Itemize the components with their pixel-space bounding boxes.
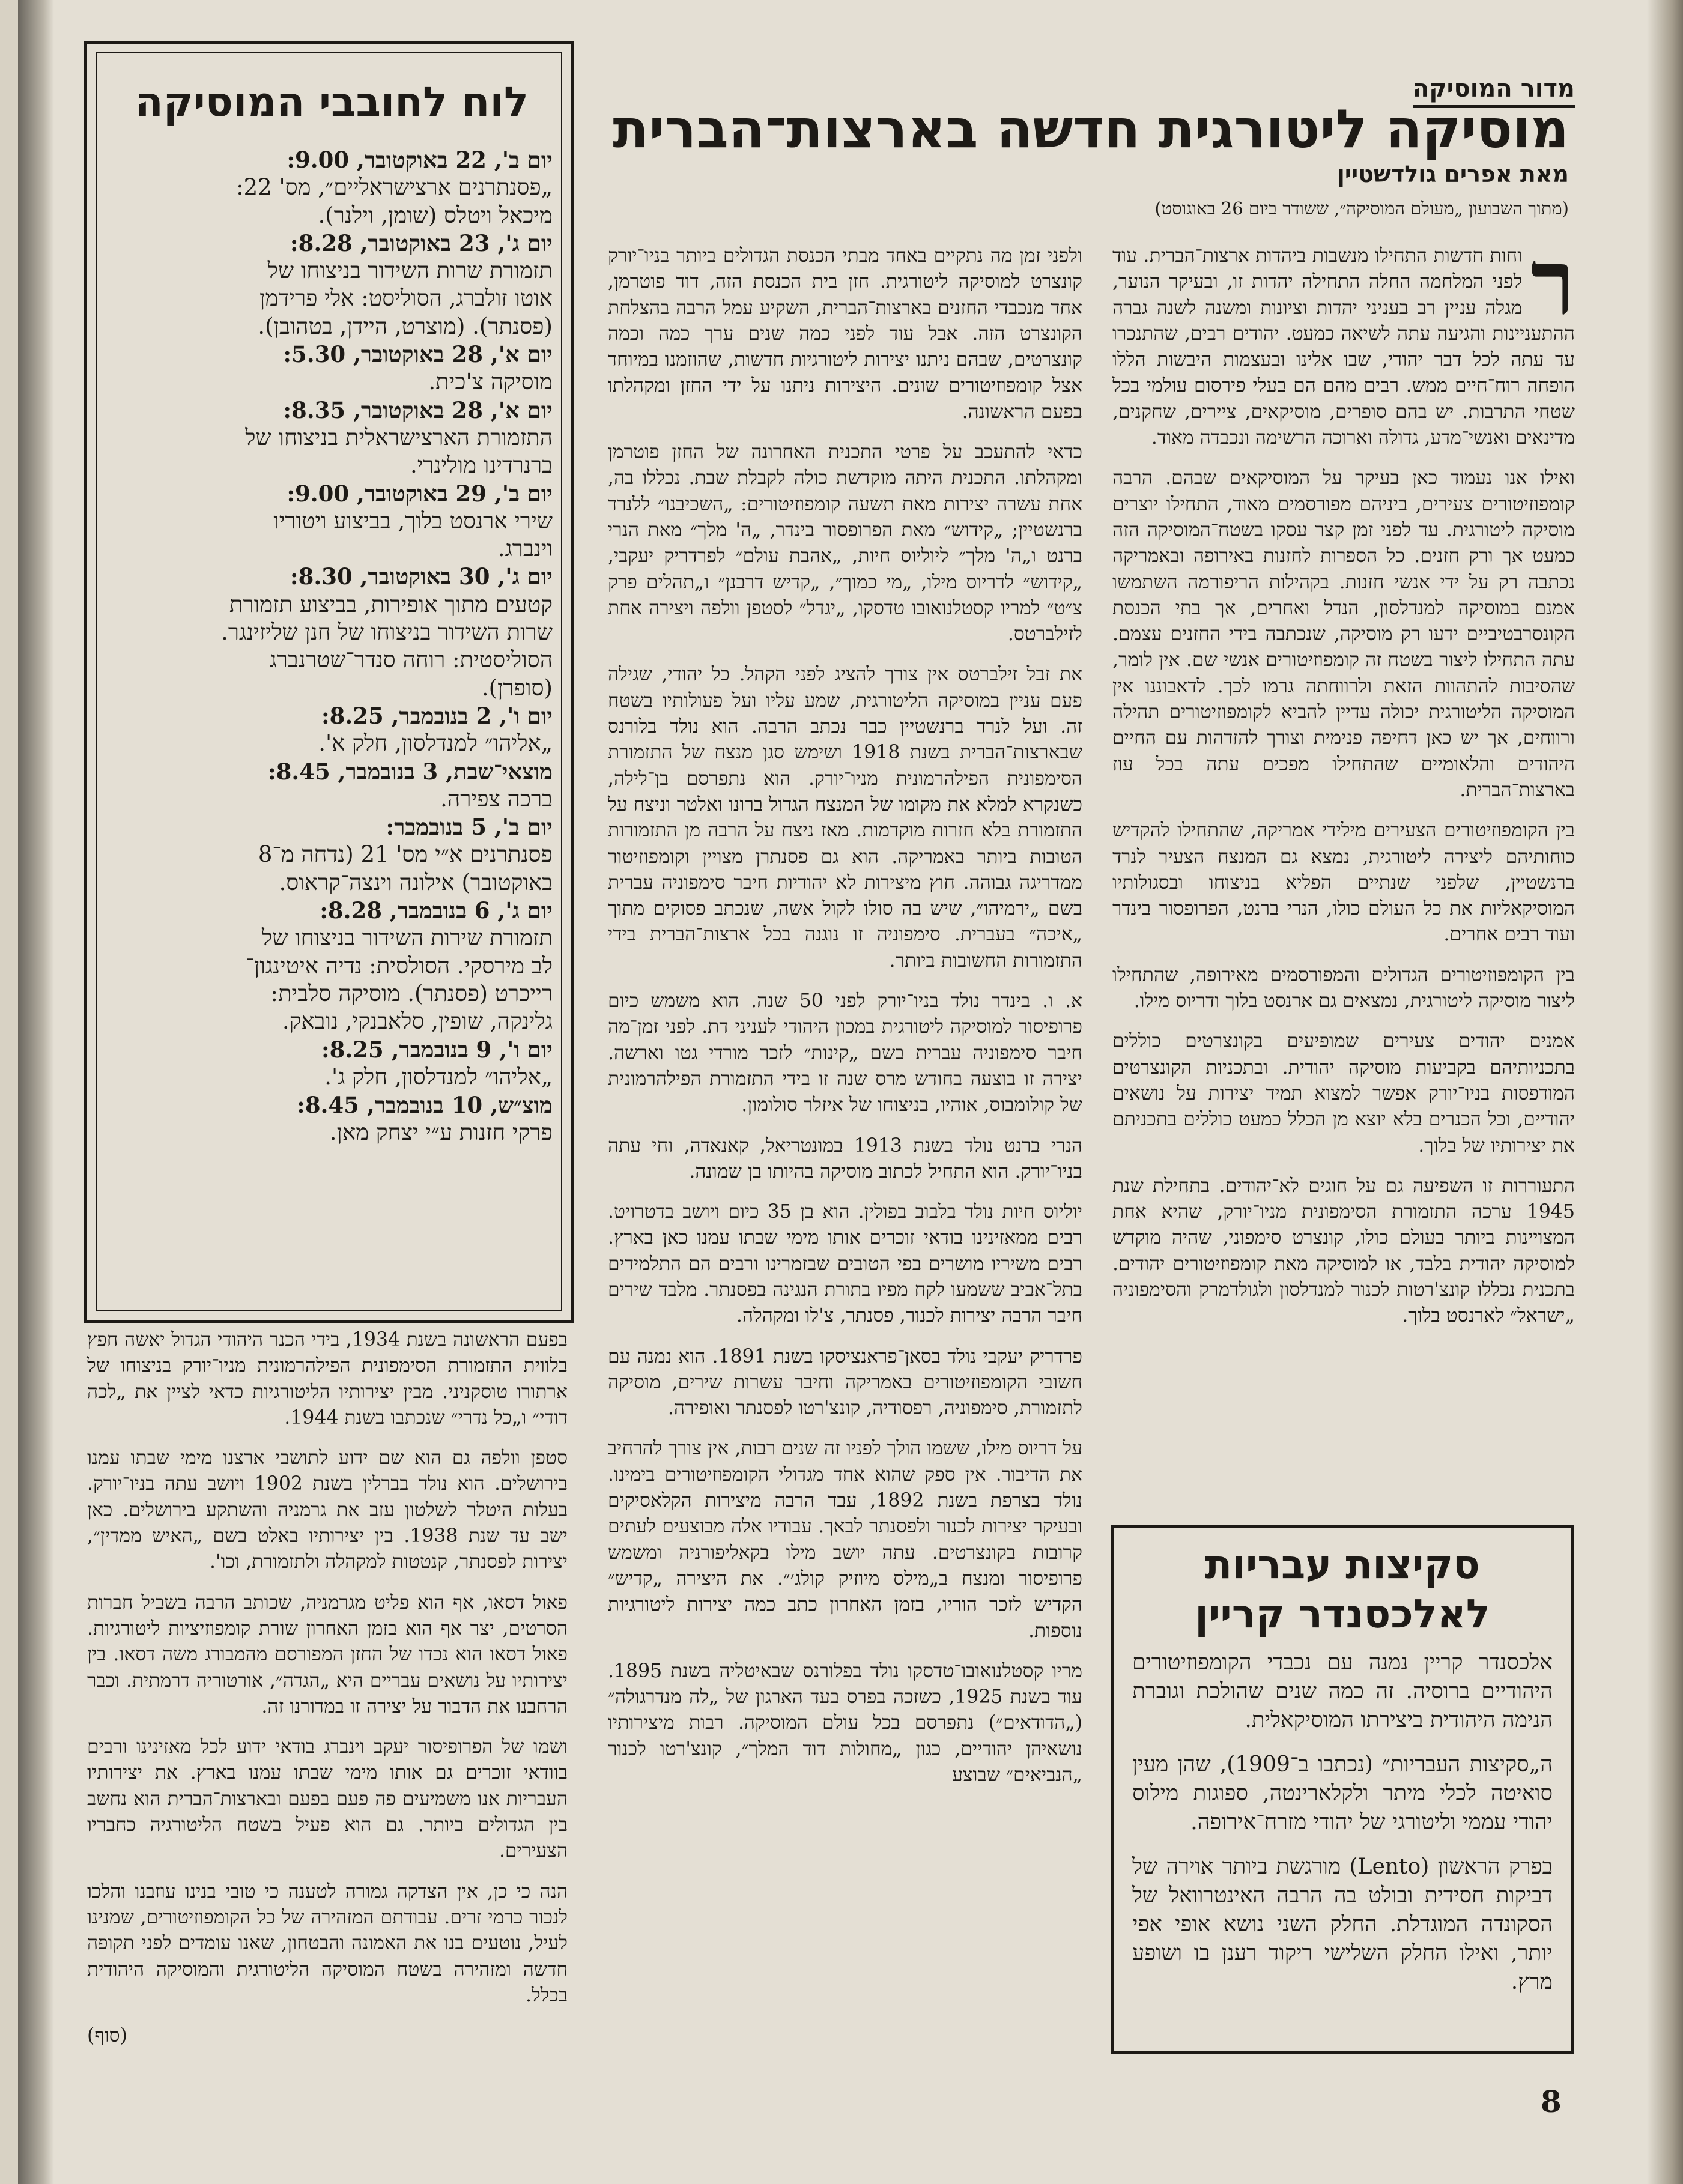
- concert-detail-line: תזמורת שירות השידור בניצוחו של: [261, 925, 553, 951]
- concert-detail-line: „אליהו״ למנדלסון, חלק ג'.: [324, 1063, 553, 1090]
- concert-detail-line: באוקטובר) אילונה וינצה־קראוס.: [279, 869, 553, 895]
- concert-detail-line: פסנתרנים א״י מס' 21 (נדחה מ־8: [258, 841, 553, 868]
- concert-detail-line: ברנרדינו מולינרי.: [410, 452, 553, 479]
- concert-detail-line: ברכה צפירה.: [440, 785, 553, 812]
- article-title: מוסיקה ליטורגית חדשה בארצות־הברית: [613, 98, 1569, 160]
- concert-detail-line: שירי ארנסט בלוך, בביצוע ויטוריו: [273, 507, 553, 534]
- article-paragraph: הנה כי כן, אין הצדקה גמורה לטענה כי טובי בנינו עוזבנו והלכו לנכור כרמי זרים. עבודתם המזהירה של כל הקומפוזיטורים, שמנינו לעיל, נוטעים בנו את האמונה והבטחון, שאנו עומדים לפני תקופה חדשה ומזהירה בשטח המוסיקה הליטורגית והמוסיקה היהודית בכלל.: [87, 1880, 568, 2006]
- article-paragraph: בין הקומפוזיטורים הצעירים מילידי אמריקה, שהתחילו להקדיש כוחותיהם ליצירה ליטורגית, נמצא גם המנצח הצעיר לנרד ברנשטיין, שלפני שנתיים הפליא בניצוחו ובסגולותיו המוסיקאליות את כל העולם כולו, הנרי ברנט, הפרופסור בינדר ועוד רבים אחרים.: [1112, 820, 1575, 946]
- article-column-middle: [608, 243, 1082, 2093]
- sketches-paragraph: ה„סקיצות העבריות״ (נכתבו ב־1909), שהן מעין סואיטה לכלי מיתר ולקלארינטה, ספוגות מילוס יהודי עממי וליטורגי של יהודי מזרח־אירופה.: [1132, 1752, 1553, 1835]
- concert-detail-line: רייכרט (פסנתר). מוסיקה סלבית:: [270, 980, 553, 1006]
- concert-detail-line: שרות השידור בניצוחו של חנן שליזינגר.: [221, 619, 553, 646]
- concert-date-line: יום ג', 30 באוקטובר, 8.30:: [290, 563, 553, 590]
- sketches-body: [1132, 1648, 1553, 2012]
- article-paragraph: בין הקומפוזיטורים הגדולים והמפורסמים מאירופה, שהתחילו ליצור מוסיקה ליטורגית, נמצאים גם ארנסט בלוך ודריוס מילו.: [1112, 964, 1575, 1012]
- concert-date-line: יום ג', 23 באוקטובר, 8.28:: [290, 229, 553, 256]
- article-column-left: [87, 1327, 568, 2096]
- concert-detail-line: (סופרן).: [481, 674, 553, 701]
- article-column-right: [1112, 230, 1575, 1366]
- page-fold-shadow: [1647, 0, 1683, 2184]
- article-paragraph: יוליוס חיות נולד בלבוב בפולין. הוא בן 35 כיום ויושב בדטרויט. רבים ממאזינינו בודאי זוכרים אותו מימי שבתו עמנו כאן בארץ. רבים משיריו מושרים בפי הטובים שבזמרינו ורבים הם התלמידים בתל־אביב ששמעו לקח מפיו בתורת הנגינה בפסנתר. מלבד שירים חיבר הרבה יצירות לכנור, פסנתר, צ'לו ומקהלה.: [608, 1201, 1083, 1327]
- article-paragraph: אמנים יהודים צעירים שמופיעים בקונצרטים כוללים בתכניותיהם בקביעות מוסיקה יהודית. ובתכניות הקונצרטים המודפסות בניו־יורק אפשר למצוא תמיד יצירות על נושאים יהודיים, וכל הכנרים בלא יוצא מן הכלל כמעט כוללים בתכניתם את יצירותיו של בלוך.: [1112, 1030, 1575, 1157]
- article-paragraph: על דריוס מילו, ששמו הולך לפניו זה שנים רבות, אין צורך להרחיב את הדיבור. אין ספק שהוא אחד מגדולי הקומפוזיטורים בימינו. נולד בצרפת בשנת 1892, עבד הרבה מיצירות הקלאסיקים ובעיקר יצירות לכנור ולפסנתר לבאך. עבודיו אלה מבוצעים לעתים קרובות בקונצרטים. עתה יושב מילו בקאליפורניה ומשמש פרופיסור ומנצח ב„מילס מיוזיק קולג׳״. את היצירה „קדיש״ הקדיש לזכר הוריו, בזמן האחרון כתב כמה יצירות ליטורגיות נוספות.: [608, 1438, 1082, 1642]
- concert-date-line: יום א', 28 באוקטובר, 5.30:: [283, 341, 553, 368]
- concert-date-line: מוצאי־שבת, 3 בנובמבר, 8.45:: [267, 758, 553, 785]
- concert-date-line: יום ג', 6 בנובמבר, 8.28:: [320, 897, 553, 924]
- article-paragraph: ואילו אנו נעמוד כאן בעיקר על המוסיקאים שבהם. הרבה קומפוזיטורים צעירים, ביניהם מפורסמים מאוד, התחילו יוצרים מוסיקה ליטורגית. עד לפני זמן קצר עסקו בשטח־המוסיקה הזה כמעט אך ורק חזנים. כל הספרות לחזנות באירופה ובאמריקה נכתבה רק על ידי אנשי חזנות. בקהילות הריפורמה השתמשו אמנם במוסיקה למנדלסון, הנדל ואחרים, אך בתי הכנסת הקונסרבטיביים ידעו רק מוסיקה, שנכתבה בידי החזנים עצמם. עתה התחילו ליצור בשטח זה קומפוזיטורים אנשי שם. אין לומר, שהסיבות להתהוות הזאת ולרווחתה גרמו לכך. לדאבוננו אין המוסיקה הליטורגית יכולה עדיין להביא לקומפוזיטורים תהילה ורווחים, אך יש כאן דחיפה פנימית וצורך להזדהות עם החיים היהודים והלאומיים שהתחילו מפכים עתה בכל עוז בארצות־הברית.: [1112, 467, 1575, 801]
- concert-date-line: יום ו', 2 בנובמבר, 8.25:: [321, 702, 553, 729]
- concert-listings-box: [84, 41, 574, 1323]
- article-paragraph: פאול דסאו, אף הוא פליט מגרמניה, שכותב הרבה בשביל חברות הסרטים, יצר אף הוא בזמן האחרון שורת קומפוזיציות ליטורגיות. פאול דסאו הוא נכדו של החזן המפורסם מהמבורג משה דסאו. בין יצירותיו על נושאים עבריים היא „הגדה״, אורטוריה דרמתית. וכבר הרחבנו את הדבור על יצירה זו במדורנו זה.: [87, 1591, 568, 1717]
- article-paragraph: בפעם הראשונה בשנת 1934, בידי הכנר היהודי הגדול יאשה חפץ בלווית התזמורת הסימפונית הפילהרמונית מניו־יורק בניצוחו של ארתורו טוסקניני. מבין יצירותיו הליטורגיות כדאי לציין את „לכה דודי״ ו„כל נדרי״ שנכתבו בשנת 1944.: [87, 1329, 568, 1429]
- article-source-note: (מתוך השבועון „מעולם המוסיקה״, ששודר ביום 26 באוגוסט): [1154, 198, 1569, 219]
- article-paragraph: הנרי ברנט נולד בשנת 1913 במונטריאל, קאנאדה, וחי עתה בניו־יורק. הוא התחיל לכתוב מוסיקה בהיותו בן שמונה.: [608, 1134, 1082, 1182]
- article-paragraph: פרדריק יעקבי נולד בסאן־פראנציסקו בשנת 1891. הוא נמנה עם חשובי הקומפוזיטורים באמריקה וחיבר עשרות שירים, מוסיקה לתזמורת, סימפוניה, רפסודיה, קונצ'רטו לפסנתר ואופירה.: [608, 1345, 1082, 1420]
- article-paragraph: התעוררות זו השפיעה גם על חוגים לא־יהודים. בתחילת שנת 1945 ערכה התזמורת הסימפונית מניו־יורק, שהיא אחת המצויינות ביותר בעולם כולו, קונצרט סימפוני, שהיה מוקדש למוסיקה יהודית בלבד, או למוסיקה מאת קומפוזיטורים יהודים. בתכנית נכללו קונצ'רטות לכנור למנדלסון ולגולדמרק והסימפוניה „ישראל״ לארנסט בלוך.: [1112, 1175, 1575, 1327]
- concert-date-line: יום ב', 29 באוקטובר, 9.00:: [287, 480, 553, 507]
- concert-detail-line: אוטו זולברג, הסוליסט: אלי פרידמן: [259, 285, 553, 312]
- concert-detail-line: „פסנתרנים ארצישראליים״, מס' 22:: [236, 174, 553, 201]
- sketches-paragraph: בפרק הראשון (Lento) מורגשת ביותר אוירה של דביקות חסידית ובולט בה הרבה האינטרוואל של הסקונדה המוגדלת. החלק השני נושא אופי אפי יותר, ואילו החלק השלישי ריקוד רענן בו ושופע מרץ.: [1132, 1854, 1553, 1994]
- concert-detail-line: (פסנתר). (מוצרט, היידן, בטהובן).: [258, 313, 553, 339]
- sketches-paragraph: אלכסנדר קריין נמנה עם נכבדי הקומפוזיטורים היהודיים ברוסיה. זה כמה שנים שהולכת וגוברת הנימה היהודית ביצירתו המוסיקאלית.: [1132, 1650, 1553, 1732]
- page-number: 8: [1541, 2084, 1562, 2119]
- article-paragraph: סטפן וולפה גם הוא שם ידוע לתושבי ארצנו מימי שבתו עמנו בירושלים. הוא נולד בברלין בשנת 1902 ויושב עתה בניו־יורק. בעלות היטלר לשלטון עזב את גרמניה והשתקע בירושלים. כאן ישב עד שנת 1938. בין יצירותיו באלט בשם „האיש ממדין״, יצירות לפסנתר, קנטטות למקהלה ולתזמורת, וכו'.: [87, 1447, 568, 1573]
- concert-detail-line: התזמורת הארצישראלית בניצוחו של: [245, 424, 553, 450]
- concert-detail-line: וינברג.: [497, 536, 553, 562]
- article-paragraph: מריו קסטלנואובו־טדסקו נולד בפלורנס שבאיטליה בשנת 1895. עוד בשנת 1925, כשזכה בפרס בעד הארגון של „לה מנדרגולה״ („הדודאים״) נתפרסם בכל עולם המוסיקה. רבות מיצירותיו נושאיהן יהודיים, כגון „מחולות דוד המלך״, קונצ'רטו לכנור „הנביאים״ שבוצע: [608, 1660, 1083, 1786]
- concert-detail-line: גלינקה, שופין, סלאבנקי, נובאק.: [282, 1008, 553, 1035]
- concert-detail-line: תזמורת שרות השידור בניצוחו של: [267, 258, 553, 284]
- article-paragraph: את זבל זילברטס אין צורך להציג לפני הקהל. כל יהודי, שגילה פעם עניין במוסיקה הליטורגית, שמע עליו ועל פעולותיו בשטח זה. ועל לנרד ברנשטיין כבר נכתב הרבה. הוא נולד בלורנס שבארצות־הברית בשנת 1918 ושימש סגן מנצח של התזמורת הסימפונית הפילהרמונית מניו־יורק. הוא נתפרסם בן־לילה, כשנקרא למלא את מקומו של המנצח הגדול ברונו ואלטר וניצח על התזמורת בלא חזרות מוקדמות. מאז ניצח על הרבה מן התזמורות הטובות ביותר באמריקה. הוא גם פסנתרן מצויין וקומפוזיטור ממדריגה גבוהה. חוץ מיצירות לא יהודיות חיבר סימפוניה עברית בשם „ירמיהו״, שיש בה סולו לקול אשה, שנכתב פסוקים מתוך „איכה״ בעברית. סימפוניה זו נוגנה בכל ארצות־הברית בידי התזמורות החשובות ביותר.: [608, 664, 1082, 972]
- concert-date-line: מוצ״ש, 10 בנובמבר, 8.45:: [297, 1092, 553, 1119]
- article-paragraph: ר וחות חדשות התחילו מנשבות ביהדות ארצות־הברית. עוד לפני המלחמה החלה התחילה יהדות זו, ובעיקר הנוער, מגלה עניין רב בעניני יהדות וציונות ומשנה לשנה גברה ההתעניינות והגיעה עתה לשיאה כמעט. יהודים רבים, שהתנכרו עד עתה לכל דבר יהודי, שבו אלינו ובעצמות היבשות הללו הופחה רוח־חיים ממש. רבים מהם הם בעלי פירסום עולמי בכל שטחי התרבות. יש בהם סופרים, מוסיקאים, ציירים, שחקנים, מדינאים ואנשי־מדע, גדולה וארוכה הרשימה ונכבדה מאוד.: [1112, 230, 1575, 449]
- concert-listings: [108, 146, 553, 1147]
- drop-cap: ר: [1530, 230, 1575, 336]
- concert-date-line: יום א', 28 באוקטובר, 8.35:: [283, 396, 553, 423]
- concert-detail-line: לב מירסקי. הסולסית: נדיה איטינגון־: [245, 952, 553, 979]
- concert-date-line: יום ו', 9 בנובמבר, 8.25:: [321, 1036, 553, 1063]
- concert-detail-line: „אליהו״ למנדלסון, חלק א'.: [318, 730, 553, 757]
- section-header: מדור המוסיקה: [1413, 75, 1575, 108]
- sketches-title: סקיצות עבריות לאלכסנדר קריין: [1195, 1541, 1490, 1637]
- article-paragraph: כדאי להתעכב על פרטי התכנית האחרונה של החזן פוטרמן ומקהלתו. התכנית היתה מוקדשת כולה לקבלת שבת. נכללו בה, אחת עשרה יצירות מאת תשעה קומפוזיטורים: „השכיבנו״ ללנרד ברנשטיין; „קידוש״ מאת הפרופסור בינדר, „ה' מלך״ מאת הנרי ברנט ו„ה' מלך״ ליוליוס חיות, „אהבת עולם״ לפרדריק יעקבי, „קידוש״ לדריוס מילו, „מי כמוך״, „קדיש דרבנן״ ו„תהלים פרק צ״ט״ למריו קסטלנואובו טדסקו, „יגדל״ לסטפן וולפה ויצירה אחת לזילברטס.: [608, 441, 1082, 646]
- concert-detail-line: קטעים מתוך אופירות, בביצוע תזמורת: [229, 591, 553, 617]
- article-byline: מאת אפרים גולדשטיין: [1336, 161, 1569, 187]
- article-paragraph: ולפני זמן מה נתקיים באחד מבתי הכנסת הגדולים ביותר בניו־יורק קונצרט למוסיקה ליטורגית. חזן בית הכנסת הזה, דוד פוטרמן, אחד מנכבדי החזנים בארצות־הברית, השקיע עמל הרבה בהצלחת הקונצרט הזה. אבל עוד לפני כמה שנים ערך כמה וכמה קונצרטים, שבהם ניתנו יצירות ליטורגיות חדשות, שהוזמנו במיוחד אצל קומפוזיטורים שונים. היצירות ניתנו על ידי החזן ומקהלתו בפעם הראשונה.: [608, 245, 1082, 423]
- concert-detail-line: מוסיקה צ'כית.: [428, 369, 553, 395]
- concert-detail-line: פרקי חזנות ע״י יצחק מאן.: [329, 1119, 553, 1146]
- article-paragraph: א. ו. בינדר נולד בניו־יורק לפני 50 שנה. הוא משמש כיום פרופיסור למוסיקה ליטורגית במכון היהודי לעניני דת. לפני זמן־מה חיבר סימפוניה עברית בשם „קינות״ לזכר מורדי גטו וארשה. יצירה זו בוצעה בחודש מרס שנה זו בידי התזמורת הפילהרמונית של קולומבוס, אוהיו, בניצוחו של איזלר סולומון.: [608, 990, 1082, 1116]
- article-end-mark: (סוף): [87, 2025, 127, 2047]
- concert-date-line: יום ב', 5 בנובמבר:: [386, 814, 553, 841]
- concert-detail-line: הסוליסטית: רוחה סנדר־שטרנברג: [269, 647, 553, 673]
- concert-detail-line: מיכאל ויטלס (שומן, וילנר).: [318, 202, 553, 228]
- article-paragraph: ושמו של הפרופיסור יעקב וינברג בודאי ידוע לכל מאזינינו ורבים בוודאי זוכרים גם אותו מימי שבתו עמנו בארץ. את יצירותיו העבריות אנו משמיעים פה פעם בפעם ובארצות־הברית הוא נחשב בין הגדולים ביותר. גם הוא פעיל בשטח הליטורגיה כחבריו הצעירים.: [87, 1736, 568, 1862]
- concert-listings-title: לוח לחובבי המוסיקה: [135, 79, 529, 126]
- concert-date-line: יום ב', 22 באוקטובר, 9.00:: [287, 147, 553, 173]
